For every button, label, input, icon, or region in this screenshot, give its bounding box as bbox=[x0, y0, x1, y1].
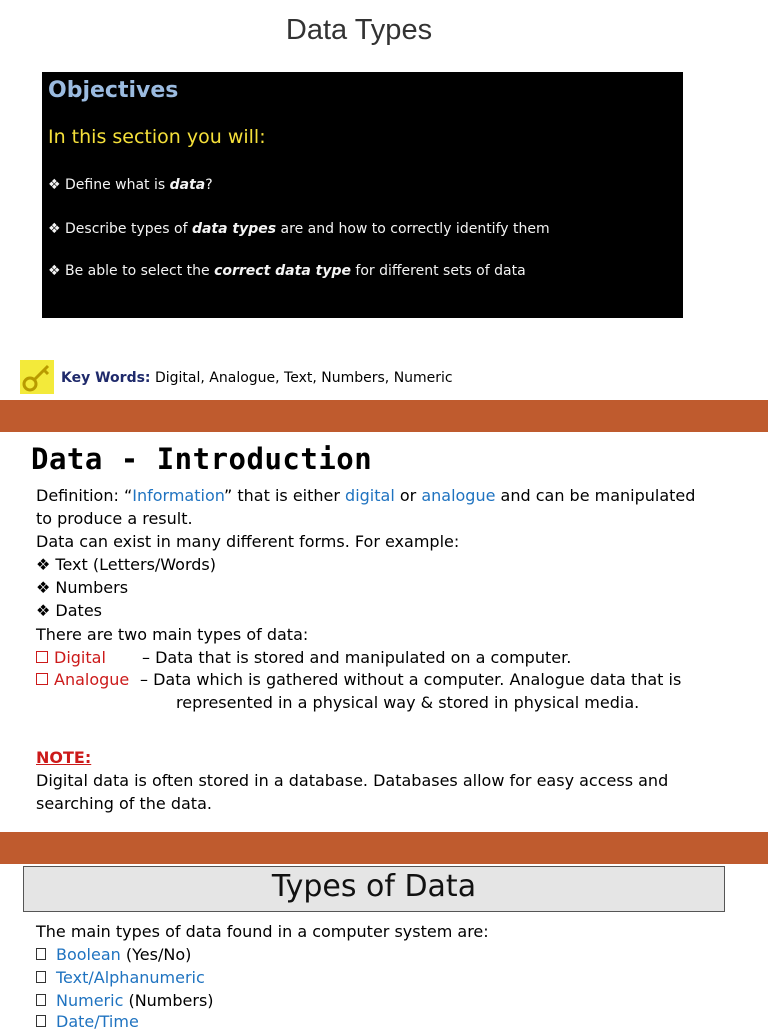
section-title: Data - Introduction bbox=[31, 442, 373, 476]
analogue-line: Analogue – Data which is gathered without a computer. Analogue data that is bbox=[36, 670, 681, 689]
list-item: ❖ Text (Letters/Words) bbox=[36, 555, 216, 574]
note-line: Digital data is often stored in a database. Databases allow for easy access and bbox=[36, 771, 669, 790]
checkbox-icon bbox=[36, 1015, 46, 1027]
section-divider bbox=[0, 400, 768, 432]
checkbox-icon bbox=[36, 994, 46, 1006]
digital-line: Digital – Data that is stored and manipulated on a computer. bbox=[36, 648, 571, 667]
checkbox-icon bbox=[36, 971, 46, 983]
key-icon bbox=[20, 360, 54, 394]
list-item: Date/Time bbox=[36, 1012, 139, 1031]
list-item: ❖ Numbers bbox=[36, 578, 129, 597]
two-types-line: There are two main types of data: bbox=[36, 625, 309, 644]
objective-item: ❖ Define what is data? bbox=[48, 177, 213, 193]
keywords-text: Digital, Analogue, Text, Numbers, Numeric bbox=[150, 370, 453, 386]
list-item: Text/Alphanumeric bbox=[36, 968, 205, 987]
types-intro: The main types of data found in a computer system are: bbox=[36, 922, 489, 941]
objectives-subheading: In this section you will: bbox=[48, 126, 266, 148]
list-item: Boolean (Yes/No) bbox=[36, 945, 191, 964]
note-label: NOTE: bbox=[36, 748, 92, 767]
definition-line-2: to produce a result. bbox=[36, 509, 193, 528]
list-item: Numeric (Numbers) bbox=[36, 991, 214, 1010]
list-item: ❖ Dates bbox=[36, 601, 103, 620]
definition-line: Definition: “Information” that is either digital or analogue and can be manipulated bbox=[36, 486, 696, 505]
checkbox-icon bbox=[36, 673, 48, 685]
note-line: searching of the data. bbox=[36, 794, 212, 813]
objective-item: ❖ Describe types of data types are and how to correctly identify them bbox=[48, 221, 550, 237]
types-header bbox=[23, 866, 725, 912]
forms-intro: Data can exist in many different forms. For example: bbox=[36, 532, 460, 551]
section-divider bbox=[0, 832, 768, 864]
keywords-line bbox=[61, 370, 453, 386]
analogue-line-2: represented in a physical way & stored in physical media. bbox=[176, 693, 640, 712]
section-title: Types of Data bbox=[271, 869, 477, 904]
objectives-heading: Objectives bbox=[48, 78, 179, 103]
objective-item: ❖ Be able to select the correct data type for different sets of data bbox=[48, 263, 526, 279]
objectives-box bbox=[42, 72, 683, 318]
checkbox-icon bbox=[36, 948, 46, 960]
page-title: Data Types bbox=[285, 14, 433, 46]
checkbox-icon bbox=[36, 651, 48, 663]
keywords-label: Key Words: bbox=[61, 370, 151, 386]
